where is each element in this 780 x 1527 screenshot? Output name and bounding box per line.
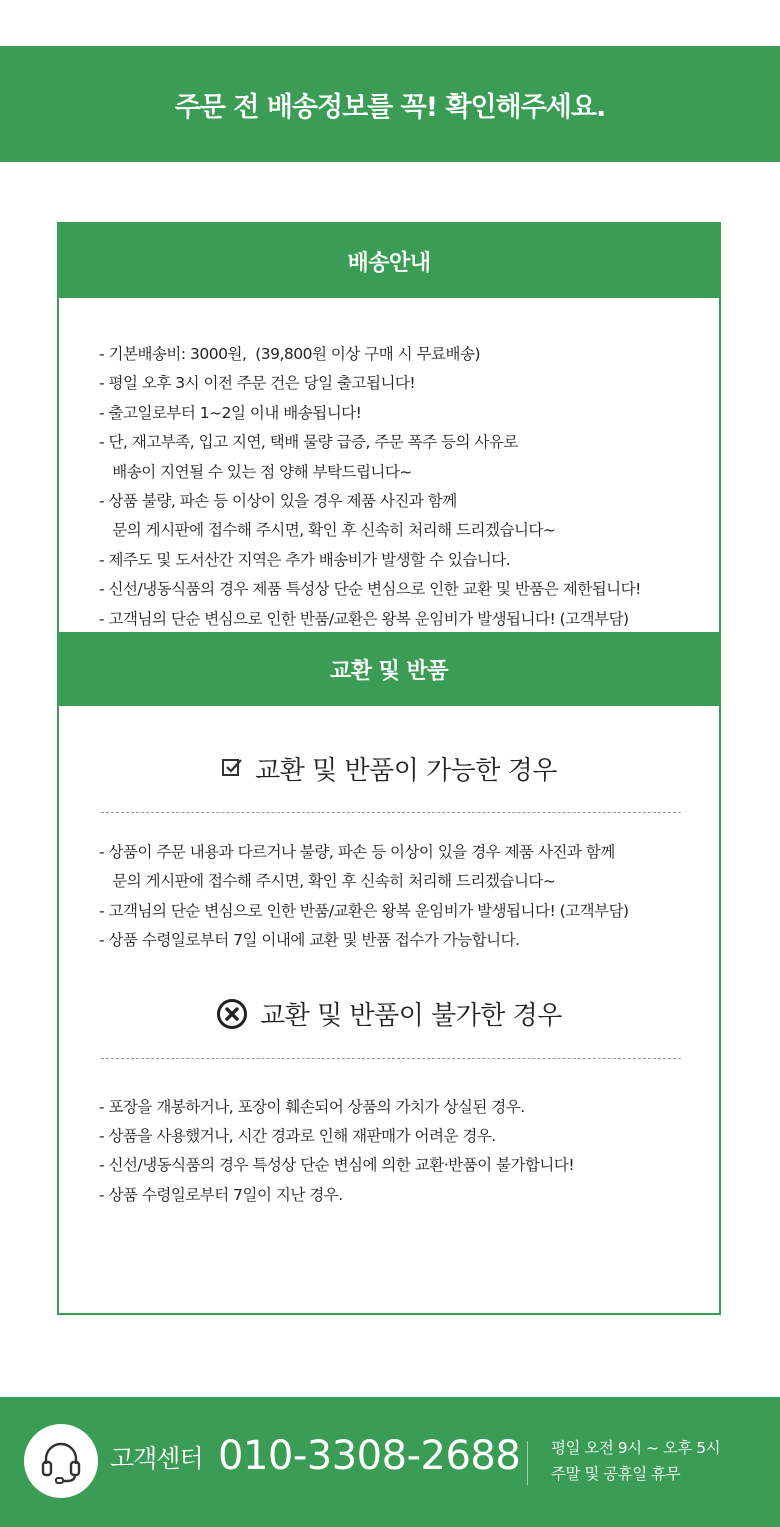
divider xyxy=(101,812,681,813)
phone-number[interactable]: 010-3308-2688 xyxy=(218,1433,521,1479)
list-item: - 상품 수령일로부터 7일 이내에 교환 및 반품 접수가 가능합니다. xyxy=(99,931,520,950)
exchange-section xyxy=(59,706,719,1210)
customer-center-footer xyxy=(0,1397,780,1527)
list-item: - 상품을 사용했거나, 시간 경과로 인해 재판매가 어려운 경우. xyxy=(99,1127,496,1146)
divider xyxy=(527,1441,528,1485)
possible-title-text: 교환 및 반품이 가능한 경우 xyxy=(255,755,557,786)
info-card xyxy=(57,222,721,1315)
shipping-heading-label: 배송안내 xyxy=(347,250,431,276)
possible-title xyxy=(59,738,719,798)
shipping-list xyxy=(59,340,719,634)
impossible-title-text: 교환 및 반품이 불가한 경우 xyxy=(260,1001,562,1032)
list-item: - 단, 재고부족, 입고 지연, 택배 물량 급증, 주문 폭주 등의 사유로 xyxy=(99,433,518,452)
list-item: - 고객님의 단순 변심으로 인한 반품/교환은 왕복 운임비가 발생됩니다! (고객부담) xyxy=(99,901,629,920)
list-item: 문의 게시판에 접수해 주시면, 확인 후 신속히 처리해 드리겠습니다~ xyxy=(99,521,556,540)
impossible-list xyxy=(59,1093,719,1211)
list-item: - 평일 오후 3시 이전 주문 건은 당일 출고됩니다! xyxy=(99,374,416,393)
top-banner xyxy=(0,46,780,162)
list-item: - 상품이 주문 내용과 다르거나 불량, 파손 등 이상이 있을 경우 제품 사진과 함께 xyxy=(99,843,615,861)
list-item: 배송이 지연될 수 있는 점 양해 부탁드립니다~ xyxy=(99,462,412,481)
customer-center-label: 고객센터 xyxy=(110,1444,203,1473)
x-circle-icon xyxy=(216,998,248,1030)
headset-icon xyxy=(24,1424,98,1498)
list-item: - 상품 수령일로부터 7일이 지난 경우. xyxy=(99,1185,343,1204)
divider xyxy=(101,1058,681,1059)
impossible-title xyxy=(59,984,719,1044)
possible-list xyxy=(59,838,719,956)
list-item: - 상품 불량, 파손 등 이상이 있을 경우 제품 사진과 함께 xyxy=(99,492,457,511)
banner-title: 주문 전 배송정보를 꼭! 확인해주세요. xyxy=(174,91,606,123)
weekday-hours: 평일 오전 9시 ~ 오후 5시 xyxy=(551,1439,721,1457)
business-hours xyxy=(551,1435,720,1487)
list-item: - 출고일로부터 1~2일 이내 배송됩니다! xyxy=(99,403,362,422)
list-item: - 포장을 개봉하거나, 포장이 훼손되어 상품의 가치가 상실된 경우. xyxy=(99,1097,525,1116)
shipping-section xyxy=(59,298,719,632)
shipping-heading xyxy=(59,224,719,298)
check-box-icon xyxy=(221,757,243,779)
list-item: - 제주도 및 도서산간 지역은 추가 배송비가 발생할 수 있습니다. xyxy=(99,550,511,569)
weekend-hours: 주말 및 공휴일 휴무 xyxy=(551,1465,681,1483)
list-item: - 고객님의 단순 변심으로 인한 반품/교환은 왕복 운임비가 발생됩니다! (고객부담) xyxy=(99,609,629,628)
exchange-heading xyxy=(59,632,719,706)
list-item: - 신선/냉동식품의 경우 특성상 단순 변심에 의한 교환·반품이 불가합니다! xyxy=(99,1156,575,1175)
list-item: - 기본배송비: 3000원, (39,800원 이상 구매 시 무료배송) xyxy=(99,345,481,363)
exchange-heading-label: 교환 및 반품 xyxy=(329,658,449,684)
list-item: 문의 게시판에 접수해 주시면, 확인 후 신속히 처리해 드리겠습니다~ xyxy=(99,872,556,891)
list-item: - 신선/냉동식품의 경우 제품 특성상 단순 변심으로 인한 교환 및 반품은 제한됩니다! xyxy=(99,580,641,599)
